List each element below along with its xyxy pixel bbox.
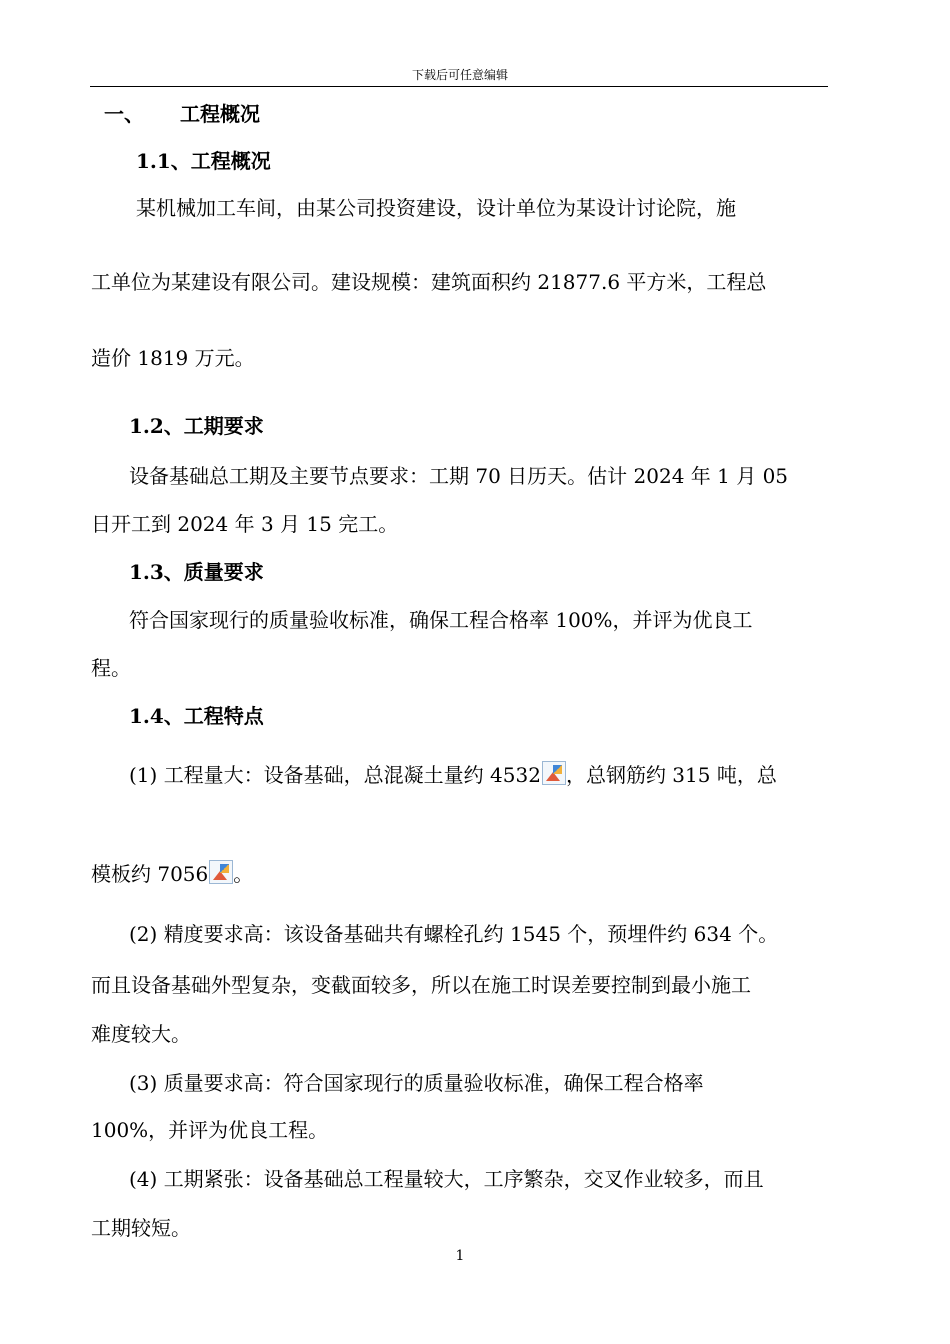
section-1-number: 一、 [104,102,144,126]
section-1-title: 工程概况 [180,102,260,126]
s14-item2-line-1: (2) 精度要求高：该设备基础共有螺栓孔约 1545 个，预埋件约 634 个。 [129,922,779,946]
item1-text-b: ，总钢筋约 315 吨，总 [565,763,777,787]
item1-text-d: 。 [233,862,254,886]
s11-line-3: 造价 1819 万元。 [91,346,255,370]
s14-item1-line-1 [129,759,777,788]
section-1-2-heading: 1.2、工期要求 [129,414,264,438]
header-divider [90,86,828,87]
s14-item3-line-2: 100%，并评为优良工程。 [91,1118,329,1142]
s12-line-1: 设备基础总工期及主要节点要求：工期 70 日历天。估计 2024 年 1 月 05 [129,464,789,488]
section-1-1-heading: 1.1、工程概况 [136,149,271,173]
page-header: 下载后可任意编辑 [411,68,508,82]
s12-line-2: 日开工到 2024 年 3 月 15 完工。 [91,512,399,536]
s14-item4-line-2: 工期较短。 [91,1216,191,1240]
section-1-heading [104,98,260,127]
s11-line-1: 某机械加工车间，由某公司投资建设，设计单位为某设计讨论院，施 [136,196,736,220]
item1-text-c: 模板约 7056 [91,862,209,886]
section-1-4-heading: 1.4、工程特点 [129,704,264,728]
s14-item3-line-1: (3) 质量要求高：符合国家现行的质量验收标准，确保工程合格率 [129,1071,704,1095]
s14-item1-line-2 [91,858,253,887]
s14-item2-line-2: 而且设备基础外型复杂，变截面较多，所以在施工时误差要控制到最小施工 [91,973,751,997]
broken-image-icon [542,761,566,785]
s14-item4-line-1: (4) 工期紧张：设备基础总工程量较大，工序繁杂，交叉作业较多，而且 [129,1167,764,1191]
page-number: 1 [455,1248,465,1264]
s13-line-2: 程。 [91,656,131,680]
s13-line-1: 符合国家现行的质量验收标准，确保工程合格率 100%，并评为优良工 [129,608,753,632]
s14-item2-line-3: 难度较大。 [91,1022,191,1046]
section-1-3-heading: 1.3、质量要求 [129,560,264,584]
item1-text-a: (1) 工程量大：设备基础，总混凝土量约 4532 [129,763,541,787]
s11-line-2: 工单位为某建设有限公司。建设规模：建筑面积约 21877.6 平方米，工程总 [91,270,767,294]
broken-image-icon [209,860,233,884]
